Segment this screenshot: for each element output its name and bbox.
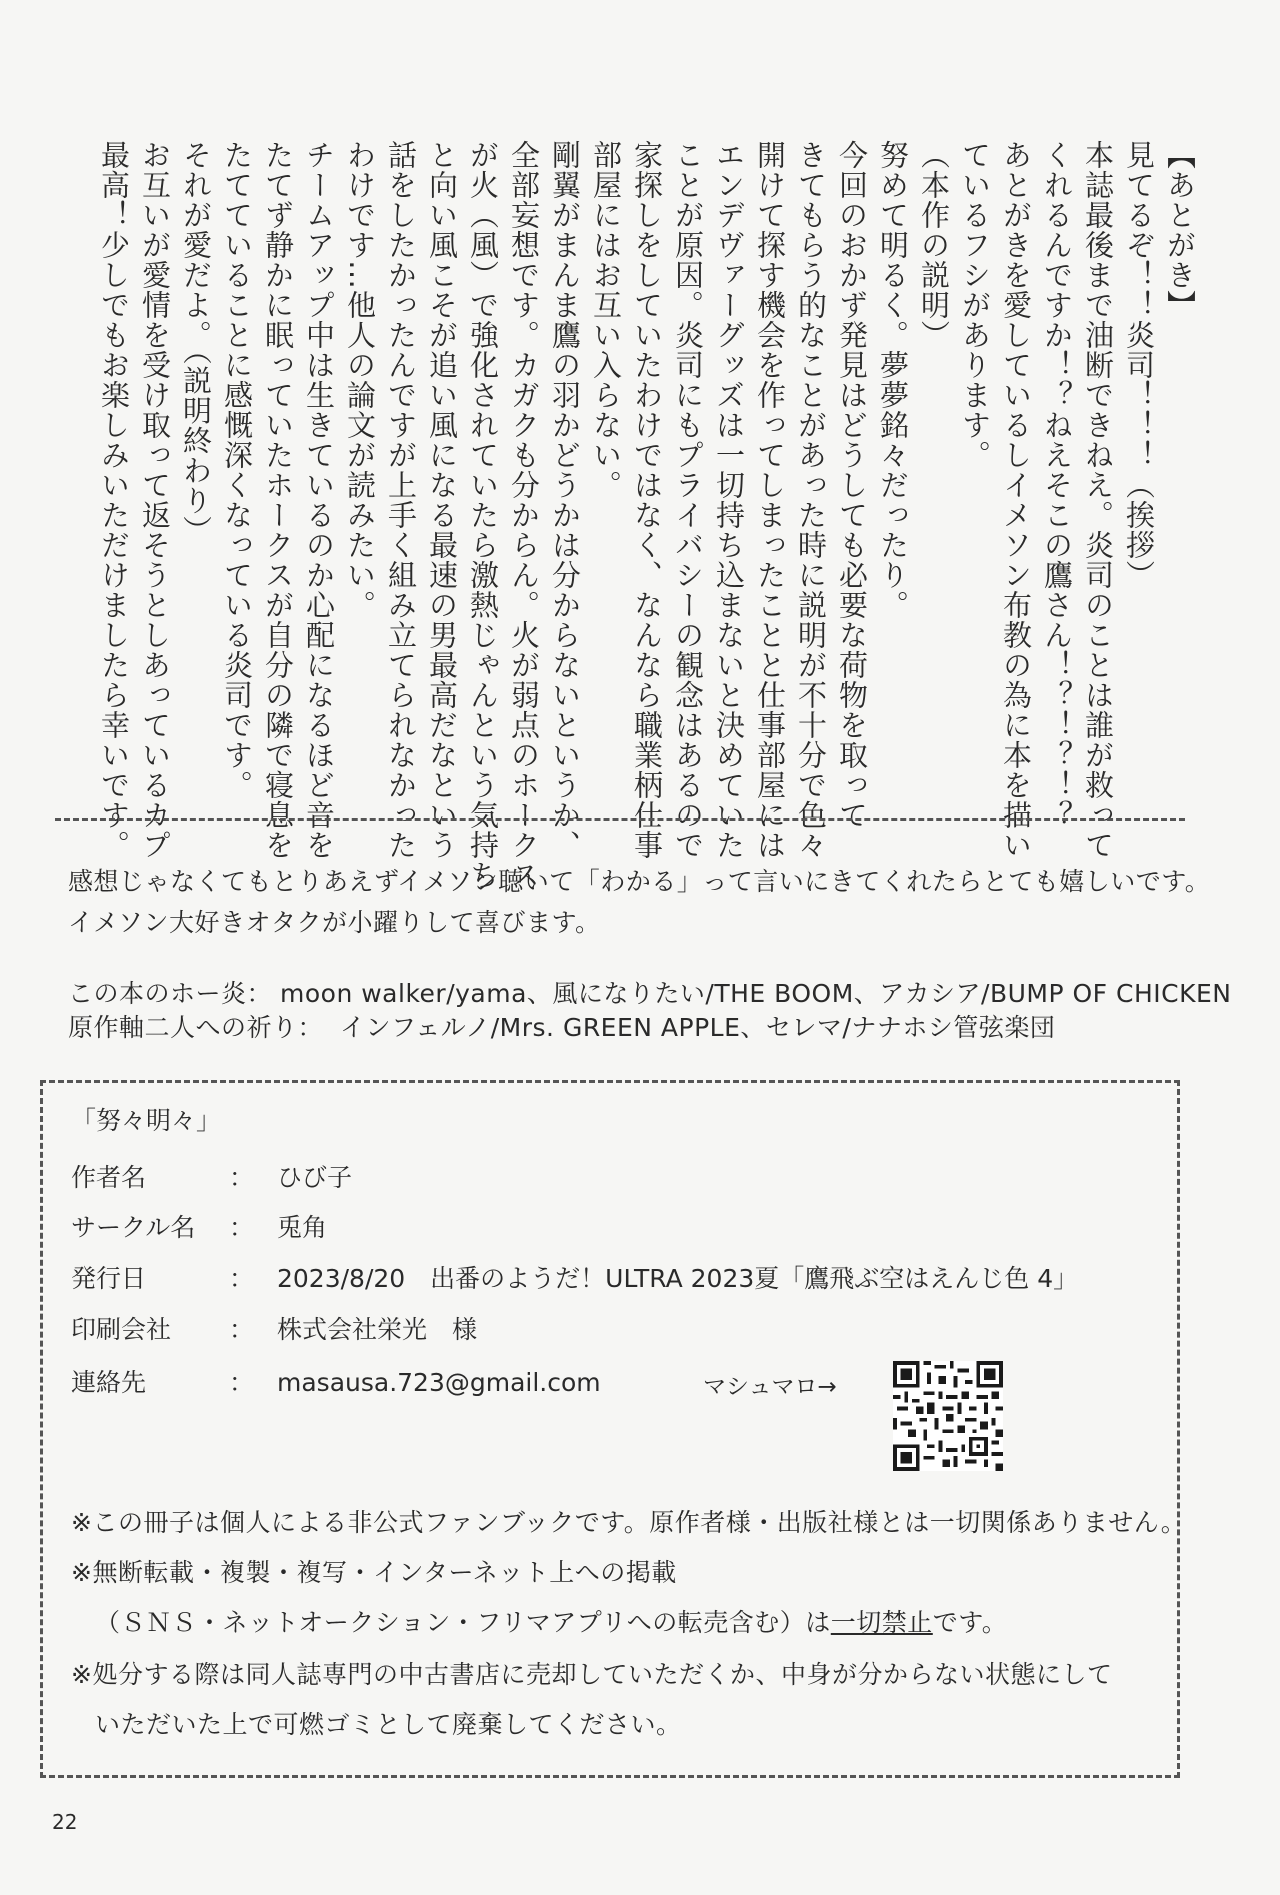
afterword-col: チームアップ中は生きているのか心配になるほど音を [302,140,336,860]
afterword-col: たてず静かに眠っていたホークスが自分の隣で寝息を [261,140,295,860]
afterword-col: エンデヴァーグッズは一切持ち込まないと決めていた [712,140,746,860]
date-label: 発行日 [71,1264,147,1293]
afterword-col: 本誌最後まで油断できねえ。炎司のことは誰が救って [1081,140,1115,860]
note-resale [95,1603,1007,1639]
afterword-col: ているフシがあります。 [958,140,992,470]
afterword-col: 開けて探す機会を作ってしまったことと仕事部屋には [753,140,787,860]
note-resale-end: です。 [932,1608,1008,1637]
colophon-circle-row [71,1208,327,1244]
afterword-col: あとがきを愛しているしイメソン布教の為に本を描い [999,140,1033,860]
song-prayer-label: 原作軸二人への祈り： [68,1013,324,1042]
afterword-col: 努めて明るく。夢夢銘々だったり。 [876,140,910,620]
contact-email[interactable]: masausa.723@gmail.com [277,1368,601,1397]
afterword-col: 最高！少しでもお楽しみいただけましたら幸いです。 [97,140,131,860]
song-hoen-value: moon walker/yama、風になりたい/THE BOOM、アカシア/BUMP OF CHICKEN [280,979,1232,1008]
separator: ： [229,1368,255,1397]
afterword-col: が火（風）で強化されていたら激熱じゃんという気持ち [466,140,500,890]
separator: ： [229,1315,255,1344]
printer-value: 株式会社栄光 様 [277,1315,478,1344]
note-disposal-cont: いただいた上で可燃ゴミとして廃棄してください。 [95,1710,682,1739]
colophon-printer-row [71,1310,477,1346]
afterword-subheading: （本作の説明） [917,140,951,350]
author-label: 作者名 [71,1163,147,1192]
afterword-col: きてもらう的なことがあった時に説明が不十分で色々 [794,140,828,860]
afterword-col: 部屋にはお互い入らない。 [589,140,623,500]
qr-code-icon[interactable] [893,1361,1003,1471]
marshmallow-label: マシュマロ→ [703,1374,837,1400]
afterword-col: 話をしたかったんですが上手く組み立てられなかった [384,140,418,860]
afterword-col: お互いが愛情を受け取って返そうとしあっているカプ [138,140,172,860]
afterword-col: わけです…他人の論文が読みたい。 [343,140,377,620]
song-prayer-value: インフェルノ/Mrs. GREEN APPLE、セレマ/ナナホシ管弦楽団 [340,1013,1056,1042]
afterword-heading: 【あとがき】 [1163,140,1197,320]
circle-label: サークル名 [71,1213,196,1242]
afterword-col: 全部妄想です。カガクも分からん。火が弱点のホークス [507,140,541,890]
message-line-2: イメソン大好きオタクが小躍りして喜びます。 [68,908,601,937]
printer-label: 印刷会社 [71,1315,172,1344]
author-value: ひび子 [277,1163,353,1192]
afterword-col: ことが原因。炎司にもプライバシーの観念はあるので [671,140,705,860]
colophon-date-row [71,1259,1078,1295]
afterword-col: 今回のおかず発見はどうしても必要な荷物を取って [835,140,869,830]
note-unofficial: ※この冊子は個人による非公式ファンブックです。原作者様・出版社様とは一切関係ありません。 [71,1508,1187,1537]
date-value: 2023/8/20 出番のようだ！ULTRA 2023夏「鷹飛ぶ空はえんじ色 4」 [277,1264,1079,1293]
separator: ： [229,1213,255,1242]
song-hoen-label: この本のホー炎： [68,979,273,1008]
page-number: 22 [52,1810,78,1834]
contact-label: 連絡先 [71,1368,147,1397]
separator: ： [229,1163,255,1192]
note-disposal: ※処分する際は同人誌専門の中古書店に売却していただくか、中身が分からない状態にして [71,1660,1113,1689]
book-title: 「努々明々」 [71,1106,222,1135]
separator: ： [229,1264,255,1293]
prohibited-text: 一切禁止 [830,1608,933,1637]
circle-value: 兎角 [277,1213,328,1242]
dashed-divider [55,818,1185,821]
afterword-col: それが愛だよ。（説明終わり） [179,140,213,546]
message-line-1: 感想じゃなくてもとりあえずイメソン聴いて「わかる」って言いにきてくれたらとても嬉しいです。 [68,867,1211,896]
colophon-box [40,1080,1187,1778]
afterword-col: くれるんですか！？ねえそこの鷹さん！？！？！？ [1040,140,1074,830]
colophon-author-row [71,1158,352,1194]
afterword-col: 剛翼がまんま鷹の羽かどうかは分からないというか、 [548,140,582,860]
colophon-contact-row [71,1363,601,1399]
afterword-col: たてていることに感慨深くなっている炎司です。 [220,140,254,800]
song-hoen [68,974,1268,1010]
note-resale-text: （ＳＮＳ・ネットオークション・フリマアプリへの転売含む）は [95,1608,831,1637]
song-prayer [68,1008,1268,1044]
afterword-col: 家探しをしていたわけではなく、なんなら職業柄仕事 [630,140,664,860]
afterword-col: と向い風こそが追い風になる最速の男最高だなという [425,140,459,860]
note-no-reproduction: ※無断転載・複製・複写・インターネット上への掲載 [71,1558,677,1587]
afterword-col: 見てるぞ！！炎司！！！（挨拶） [1122,140,1156,590]
